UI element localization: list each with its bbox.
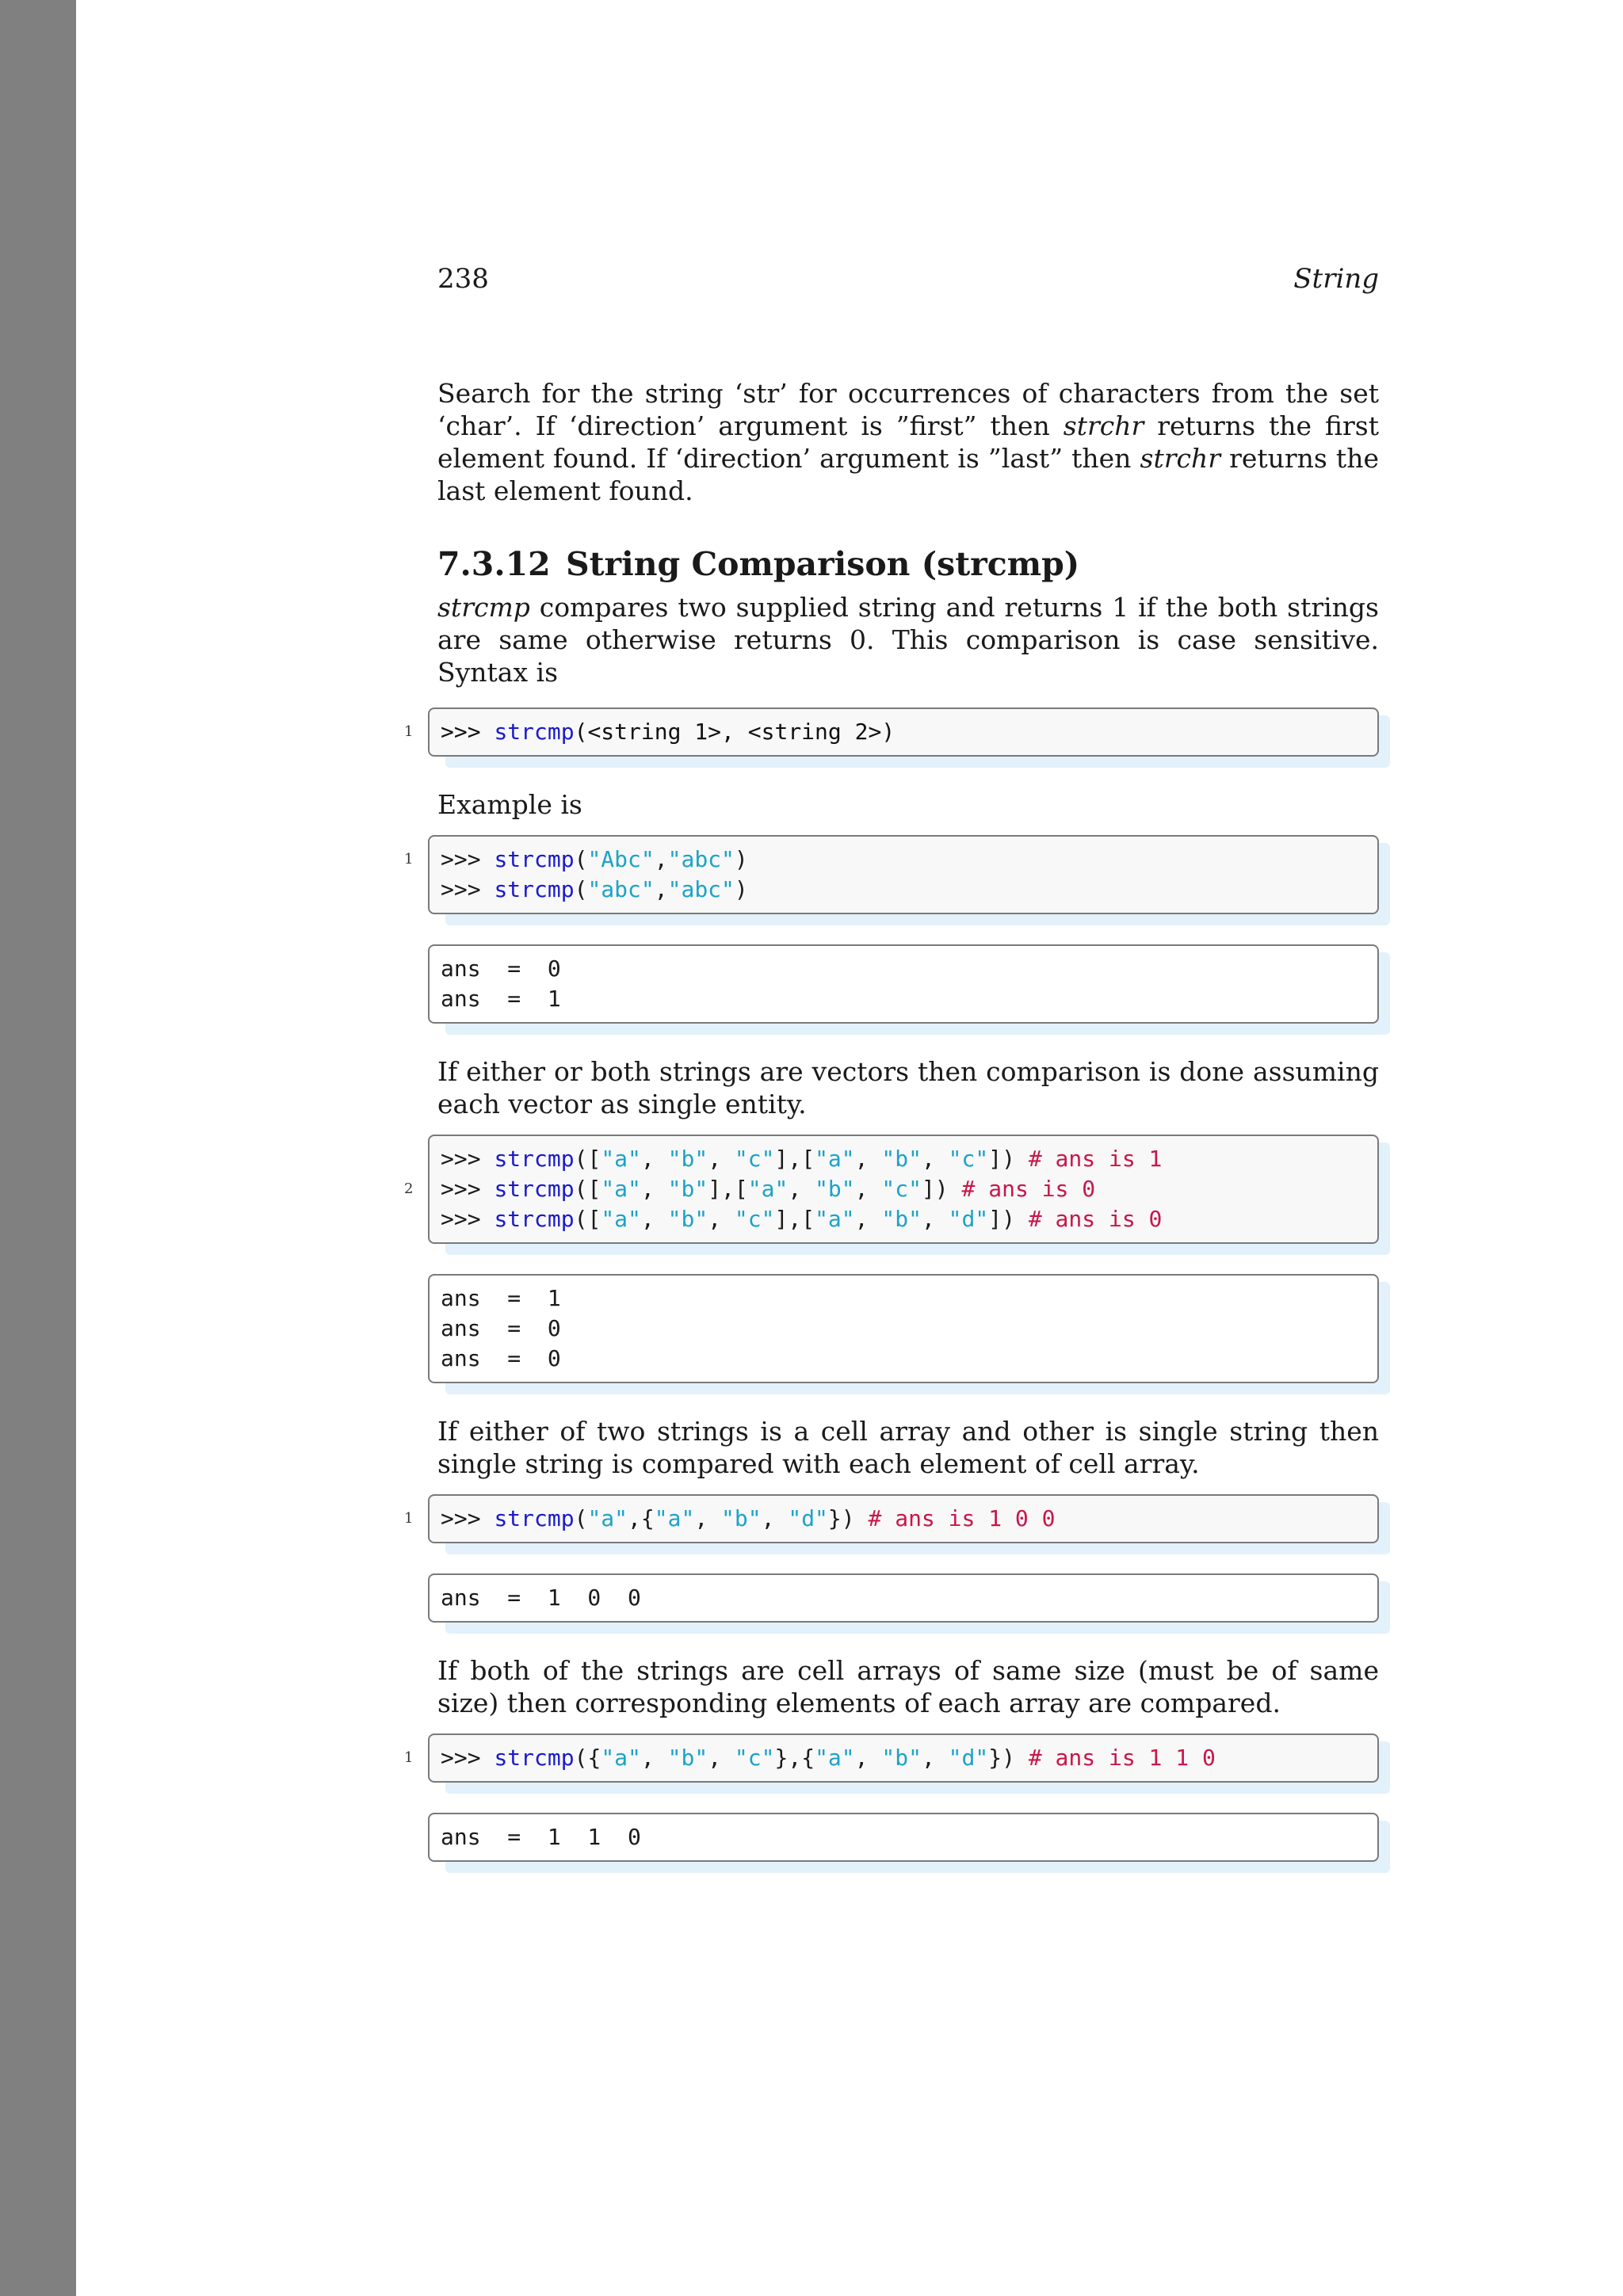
output-line: ans = 1 bbox=[441, 986, 561, 1012]
string-literal: "a" bbox=[815, 1146, 855, 1172]
string-literal: "c" bbox=[948, 1146, 989, 1172]
string-literal: "b" bbox=[721, 1505, 762, 1531]
both-cell-paragraph: If both of the strings are cell arrays of same size (must be of same size) then corresponding elements of each array are compared. bbox=[437, 1655, 1379, 1718]
code-punct: ) bbox=[734, 876, 748, 902]
page-number: 238 bbox=[437, 263, 489, 295]
syntax-listing bbox=[404, 707, 1379, 757]
code-comment: # ans is 1 0 0 bbox=[868, 1505, 1056, 1531]
code-box: 2 >>> strcmp(["a", "b", "c"],["a", "b", "c"]) # ans is 1 >>> strcmp(["a", "b"],["a", "b", "c"]) # ans is 0 >>> strcmp(["a", "b", "c"],["a", "b", "d"]) # ans is 0 bbox=[428, 1135, 1379, 1244]
function-name: strcmp bbox=[494, 719, 575, 745]
string-literal: "abc" bbox=[667, 876, 735, 902]
string-literal: "b" bbox=[667, 1176, 708, 1202]
string-literal: "a" bbox=[747, 1176, 789, 1202]
output-box bbox=[428, 1573, 1379, 1623]
code-comment: # ans is 1 1 0 bbox=[1028, 1745, 1216, 1771]
intro-text-3: returns the last element found. bbox=[437, 443, 1379, 506]
line-number: 1 bbox=[404, 723, 414, 740]
output-box bbox=[428, 1274, 1379, 1383]
string-literal: "c" bbox=[734, 1745, 775, 1771]
string-literal: "a" bbox=[587, 1505, 628, 1531]
intro-text-1: Search for the string ‘str’ for occurrences of characters from the set ‘char’. If ‘direction’ argument is ”first” then bbox=[437, 378, 1379, 441]
output-line: ans = 1 bbox=[441, 1285, 561, 1311]
intro-em-1: strchr bbox=[1063, 410, 1144, 441]
output-line: ans = 0 bbox=[441, 955, 561, 982]
string-literal: "d" bbox=[948, 1745, 989, 1771]
code-comment: # ans is 0 bbox=[961, 1176, 1096, 1202]
intro-em-2: strchr bbox=[1140, 443, 1220, 474]
output-box bbox=[428, 1813, 1379, 1862]
string-literal: "Abc" bbox=[587, 846, 655, 872]
line-number: 1 bbox=[404, 1749, 414, 1766]
code-punct: ( bbox=[574, 846, 588, 872]
line-number: 1 bbox=[404, 851, 414, 868]
example1-listing bbox=[404, 835, 1379, 914]
code-punct: ( bbox=[574, 876, 588, 902]
string-literal: "a" bbox=[815, 1745, 855, 1771]
section-number: 7.3.12 bbox=[437, 545, 551, 583]
string-literal: "a" bbox=[601, 1176, 641, 1202]
running-header: String bbox=[1293, 263, 1379, 295]
section-heading bbox=[437, 507, 1379, 591]
section-title: String Comparison (strcmp) bbox=[566, 545, 1080, 583]
output4-listing bbox=[437, 1813, 1379, 1862]
function-name: strcmp bbox=[494, 1745, 575, 1771]
code-comment: # ans is 0 bbox=[1028, 1206, 1163, 1232]
prompt: >>> bbox=[441, 719, 495, 745]
code-args: (<string 1>, <string 2>) bbox=[574, 719, 896, 745]
string-literal: "b" bbox=[881, 1745, 922, 1771]
desc-text: compares two supplied string and returns 1 if the both strings are same otherwise returns 0. This comparison is case sensitive. Syntax is bbox=[437, 592, 1379, 688]
output-line: ans = 1 0 0 bbox=[441, 1585, 641, 1611]
code-box: 1 >>> strcmp("a",{"a", "b", "d"}) # ans is 1 0 0 bbox=[428, 1494, 1379, 1543]
function-name: strcmp bbox=[494, 1206, 575, 1232]
page-content bbox=[404, 377, 1379, 1862]
example4-listing bbox=[404, 1733, 1379, 1783]
string-literal: "d" bbox=[948, 1206, 989, 1232]
intro-text-2: returns the first element found. If ‘direction’ argument is ”last” then bbox=[437, 410, 1379, 474]
string-literal: "d" bbox=[788, 1505, 828, 1531]
function-name: strcmp bbox=[494, 1176, 575, 1202]
function-name: strcmp bbox=[494, 1146, 575, 1172]
string-literal: "b" bbox=[667, 1146, 708, 1172]
string-literal: "a" bbox=[601, 1146, 641, 1172]
code-box: 1 >>> strcmp({"a", "b", "c"},{"a", "b", "d"}) # ans is 1 1 0 bbox=[428, 1733, 1379, 1783]
string-literal: "c" bbox=[734, 1146, 775, 1172]
intro-paragraph bbox=[437, 377, 1379, 507]
output3-listing bbox=[437, 1573, 1379, 1623]
string-literal: "b" bbox=[667, 1745, 708, 1771]
example-label: Example is bbox=[437, 789, 582, 820]
string-literal: "abc" bbox=[587, 876, 655, 902]
output-line: ans = 1 1 0 bbox=[441, 1824, 641, 1850]
line-number: 2 bbox=[404, 1180, 414, 1197]
string-literal: "b" bbox=[881, 1146, 922, 1172]
output-line: ans = 0 bbox=[441, 1345, 561, 1371]
desc-em: strcmp bbox=[437, 592, 530, 623]
output2-listing bbox=[437, 1274, 1379, 1383]
prompt: >>> bbox=[441, 846, 495, 872]
prompt: >>> bbox=[441, 1745, 495, 1771]
string-literal: "b" bbox=[815, 1176, 855, 1202]
example2-listing bbox=[404, 1135, 1379, 1244]
code-box bbox=[404, 835, 1379, 914]
vector-paragraph: If either or both strings are vectors then comparison is done assuming each vector as single entity. bbox=[437, 1056, 1379, 1119]
page-gutter bbox=[0, 0, 76, 2296]
string-literal: "a" bbox=[601, 1206, 641, 1232]
output-line: ans = 0 bbox=[441, 1315, 561, 1341]
cell-paragraph: If either of two strings is a cell array and other is single string then single string is compared with each element of cell array. bbox=[437, 1416, 1379, 1479]
prompt: >>> bbox=[441, 1146, 495, 1172]
string-literal: "b" bbox=[881, 1206, 922, 1232]
string-literal: "c" bbox=[881, 1176, 922, 1202]
prompt: >>> bbox=[441, 1505, 495, 1531]
function-name: strcmp bbox=[494, 846, 575, 872]
prompt: >>> bbox=[441, 1176, 495, 1202]
strcmp-description bbox=[437, 591, 1379, 688]
output-box bbox=[428, 944, 1379, 1024]
prompt: >>> bbox=[441, 876, 495, 902]
code-punct: , bbox=[654, 846, 668, 872]
output1-listing bbox=[437, 944, 1379, 1024]
code-punct: ) bbox=[734, 846, 748, 872]
code-punct: , bbox=[654, 876, 668, 902]
code-comment: # ans is 1 bbox=[1028, 1146, 1163, 1172]
function-name: strcmp bbox=[494, 876, 575, 902]
string-literal: "a" bbox=[815, 1206, 855, 1232]
prompt: >>> bbox=[441, 1206, 495, 1232]
example3-listing bbox=[404, 1494, 1379, 1543]
string-literal: "c" bbox=[734, 1206, 775, 1232]
line-number: 1 bbox=[404, 1510, 414, 1527]
code-box bbox=[404, 707, 1379, 757]
string-literal: "a" bbox=[601, 1745, 641, 1771]
string-literal: "a" bbox=[654, 1505, 695, 1531]
function-name: strcmp bbox=[494, 1505, 575, 1531]
string-literal: "abc" bbox=[667, 846, 735, 872]
string-literal: "b" bbox=[667, 1206, 708, 1232]
